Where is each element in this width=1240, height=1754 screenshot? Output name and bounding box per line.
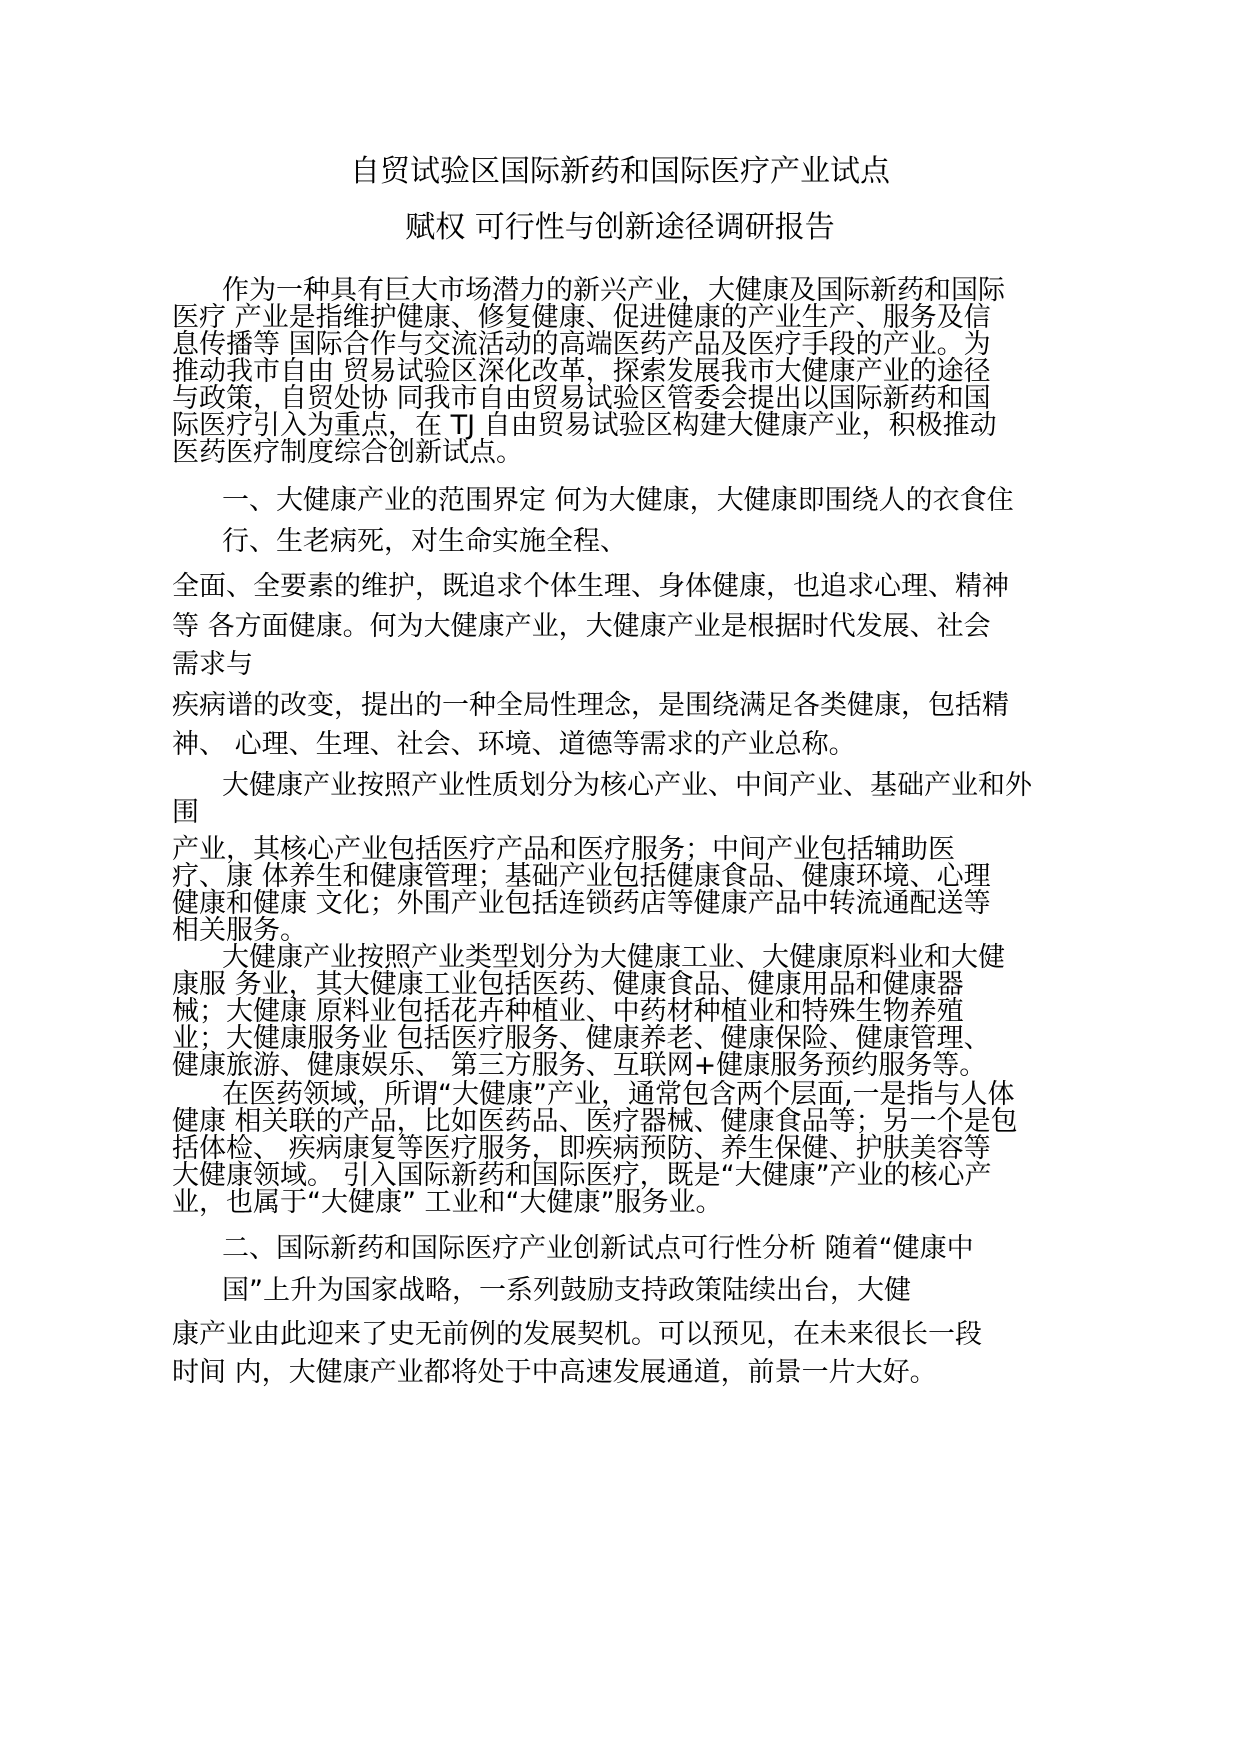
paragraph-line: 全面、全要素的维护，既追求个体生理、身体健康，也追求心理、精神 <box>172 571 1009 602</box>
document-title-line-1: 自贸试验区国际新药和国际医疗产业试点 <box>350 154 890 189</box>
paragraph-line: 械；大健康 原料业包括花卉种植业、中药材种植业和特殊生物养殖 <box>172 996 964 1027</box>
paragraph-line: 健康和健康 文化；外围产业包括连锁药店等健康产品中转流通配送等 <box>172 888 991 919</box>
document-title-line-2: 赋权 可行性与创新途径调研报告 <box>405 210 835 245</box>
paragraph-line: 围 <box>172 797 199 828</box>
paragraph-line: 康产业由此迎来了史无前例的发展契机。可以预见，在未来很长一段 <box>172 1319 982 1350</box>
paragraph-line: 时间 内，大健康产业都将处于中高速发展通道，前景一片大好。 <box>172 1357 937 1388</box>
paragraph-line: 相关服务。 <box>172 915 307 946</box>
paragraph-line: 在医药领域，所谓“大健康”产业，通常包含两个层面,一是指与人体 <box>222 1079 1015 1110</box>
paragraph-line: 大健康领域。 引入国际新药和国际医疗，既是“大健康”产业的核心产 <box>172 1160 992 1191</box>
paragraph-line: 息传播等 国际合作与交流活动的高端医药产品及医疗手段的产业。为 <box>172 329 991 360</box>
paragraph-line: 际医疗引入为重点，在 TJ 自由贸易试验区构建大健康产业，积极推动 <box>172 410 997 441</box>
paragraph-line: 推动我市自由 贸易试验区深化改革，探索发展我市大健康产业的途径 <box>172 356 991 387</box>
paragraph-line: 需求与 <box>172 649 253 680</box>
paragraph-line: 康服 务业，其大健康工业包括医药、健康食品、健康用品和健康器 <box>172 969 964 1000</box>
paragraph-line: 括体检、 疾病康复等医疗服务，即疾病预防、养生保健、护肤美容等 <box>172 1133 991 1164</box>
paragraph-line: 产业，其核心产业包括医疗产品和医疗服务；中间产业包括辅助医 <box>172 834 955 865</box>
paragraph-line: 国”上升为国家战略，一系列鼓励支持政策陆续出台，大健 <box>222 1275 911 1306</box>
paragraph-line: 一、大健康产业的范围界定 何为大健康，大健康即围绕人的衣食住 <box>222 485 1014 516</box>
paragraph-line: 业；大健康服务业 包括医疗服务、健康养老、健康保险、健康管理、 <box>172 1023 991 1054</box>
paragraph-line: 疗、康 体养生和健康管理；基础产业包括健康食品、健康环境、心理 <box>172 861 991 892</box>
paragraph-line: 业，也属于“大健康” 工业和“大健康”服务业。 <box>172 1187 723 1218</box>
paragraph-line: 与政策，自贸处协 同我市自由贸易试验区管委会提出以国际新药和国 <box>172 383 991 414</box>
paragraph-line: 作为一种具有巨大市场潜力的新兴产业，大健康及国际新药和国际 <box>222 275 1005 306</box>
paragraph-line: 医药医疗制度综合创新试点。 <box>172 437 523 468</box>
paragraph-line: 疾病谱的改变，提出的一种全局性理念，是围绕满足各类健康，包括精 <box>172 690 1009 721</box>
paragraph-line: 健康旅游、健康娱乐、 第三方服务、互联网+健康服务预约服务等。 <box>172 1050 987 1081</box>
paragraph-line: 二、国际新药和国际医疗产业创新试点可行性分析 随着“健康中 <box>222 1233 974 1264</box>
paragraph-line: 健康 相关联的产品，比如医药品、医疗器械、健康食品等；另一个是包 <box>172 1106 1018 1137</box>
paragraph-line: 大健康产业按照产业类型划分为大健康工业、大健康原料业和大健 <box>222 942 1005 973</box>
paragraph-line: 行、生老病死，对生命实施全程、 <box>222 526 627 557</box>
paragraph-line: 医疗 产业是指维护健康、修复健康、促进健康的产业生产、服务及信 <box>172 302 991 333</box>
paragraph-line: 大健康产业按照产业性质划分为核心产业、中间产业、基础产业和外 <box>222 770 1032 801</box>
paragraph-line: 神、 心理、生理、社会、环境、道德等需求的产业总称。 <box>172 729 856 760</box>
paragraph-line: 等 各方面健康。何为大健康产业，大健康产业是根据时代发展、社会 <box>172 611 991 642</box>
